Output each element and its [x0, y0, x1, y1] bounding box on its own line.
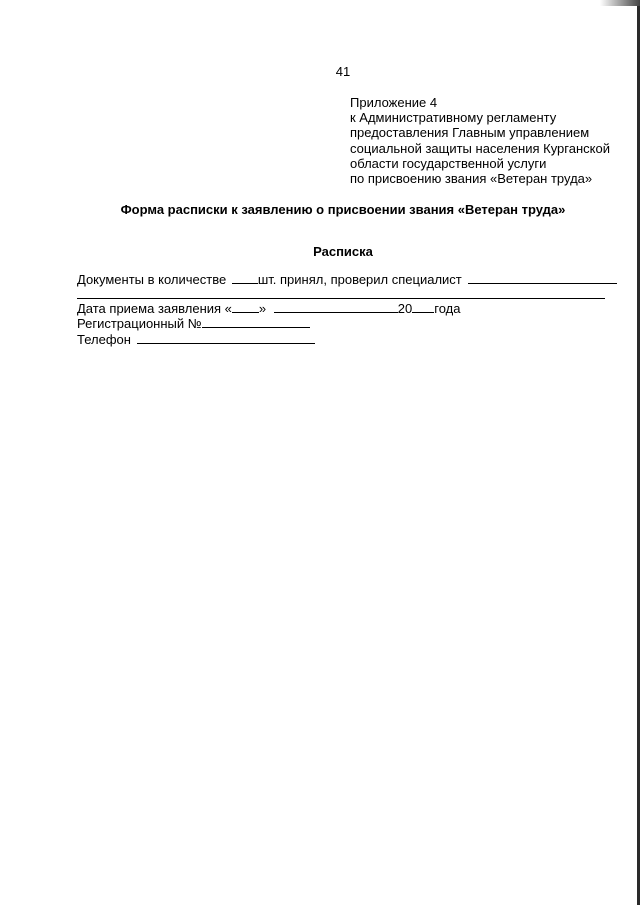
- specialist-continuation-field[interactable]: [77, 298, 605, 299]
- date-line: [77, 301, 460, 317]
- appendix-line: Приложение 4: [350, 95, 438, 110]
- page-number: 41: [335, 64, 351, 79]
- year-prefix: 20: [397, 301, 413, 316]
- appendix-line: по присвоению звания «Ветеран труда»: [350, 171, 593, 187]
- registration-line: [77, 316, 310, 332]
- phone-label: Телефон: [77, 332, 131, 347]
- appendix-line: социальной защиты населения Курганской: [350, 140, 610, 156]
- scan-corner-shadow: [600, 0, 640, 6]
- appendix-line: области государственной услуги: [350, 155, 547, 171]
- date-label: Дата приема заявления «: [77, 301, 232, 316]
- documents-mid: шт. принял, проверил специалист: [257, 272, 462, 287]
- appendix-block: [350, 95, 625, 186]
- date-month-field[interactable]: [274, 301, 398, 313]
- registration-number-field[interactable]: [202, 316, 310, 328]
- appendix-line: предоставления Главным управлением: [350, 125, 590, 141]
- phone-line: [77, 332, 315, 348]
- year-field[interactable]: [412, 301, 434, 313]
- documents-count-field[interactable]: [232, 272, 258, 284]
- date-close-quote: »: [258, 301, 267, 316]
- date-day-field[interactable]: [232, 301, 259, 313]
- form-heading: Форма расписки к заявлению о присвоении звания «Ветеран труда»: [120, 202, 566, 217]
- phone-field[interactable]: [137, 332, 315, 344]
- specialist-name-field[interactable]: [468, 272, 617, 284]
- registration-label: Регистрационный №: [77, 316, 202, 331]
- appendix-line: к Административному регламенту: [350, 110, 557, 126]
- year-suffix: года: [434, 301, 461, 316]
- documents-prefix: Документы в количестве: [77, 272, 227, 287]
- receipt-title: Расписка: [313, 244, 373, 259]
- documents-line: [77, 272, 617, 288]
